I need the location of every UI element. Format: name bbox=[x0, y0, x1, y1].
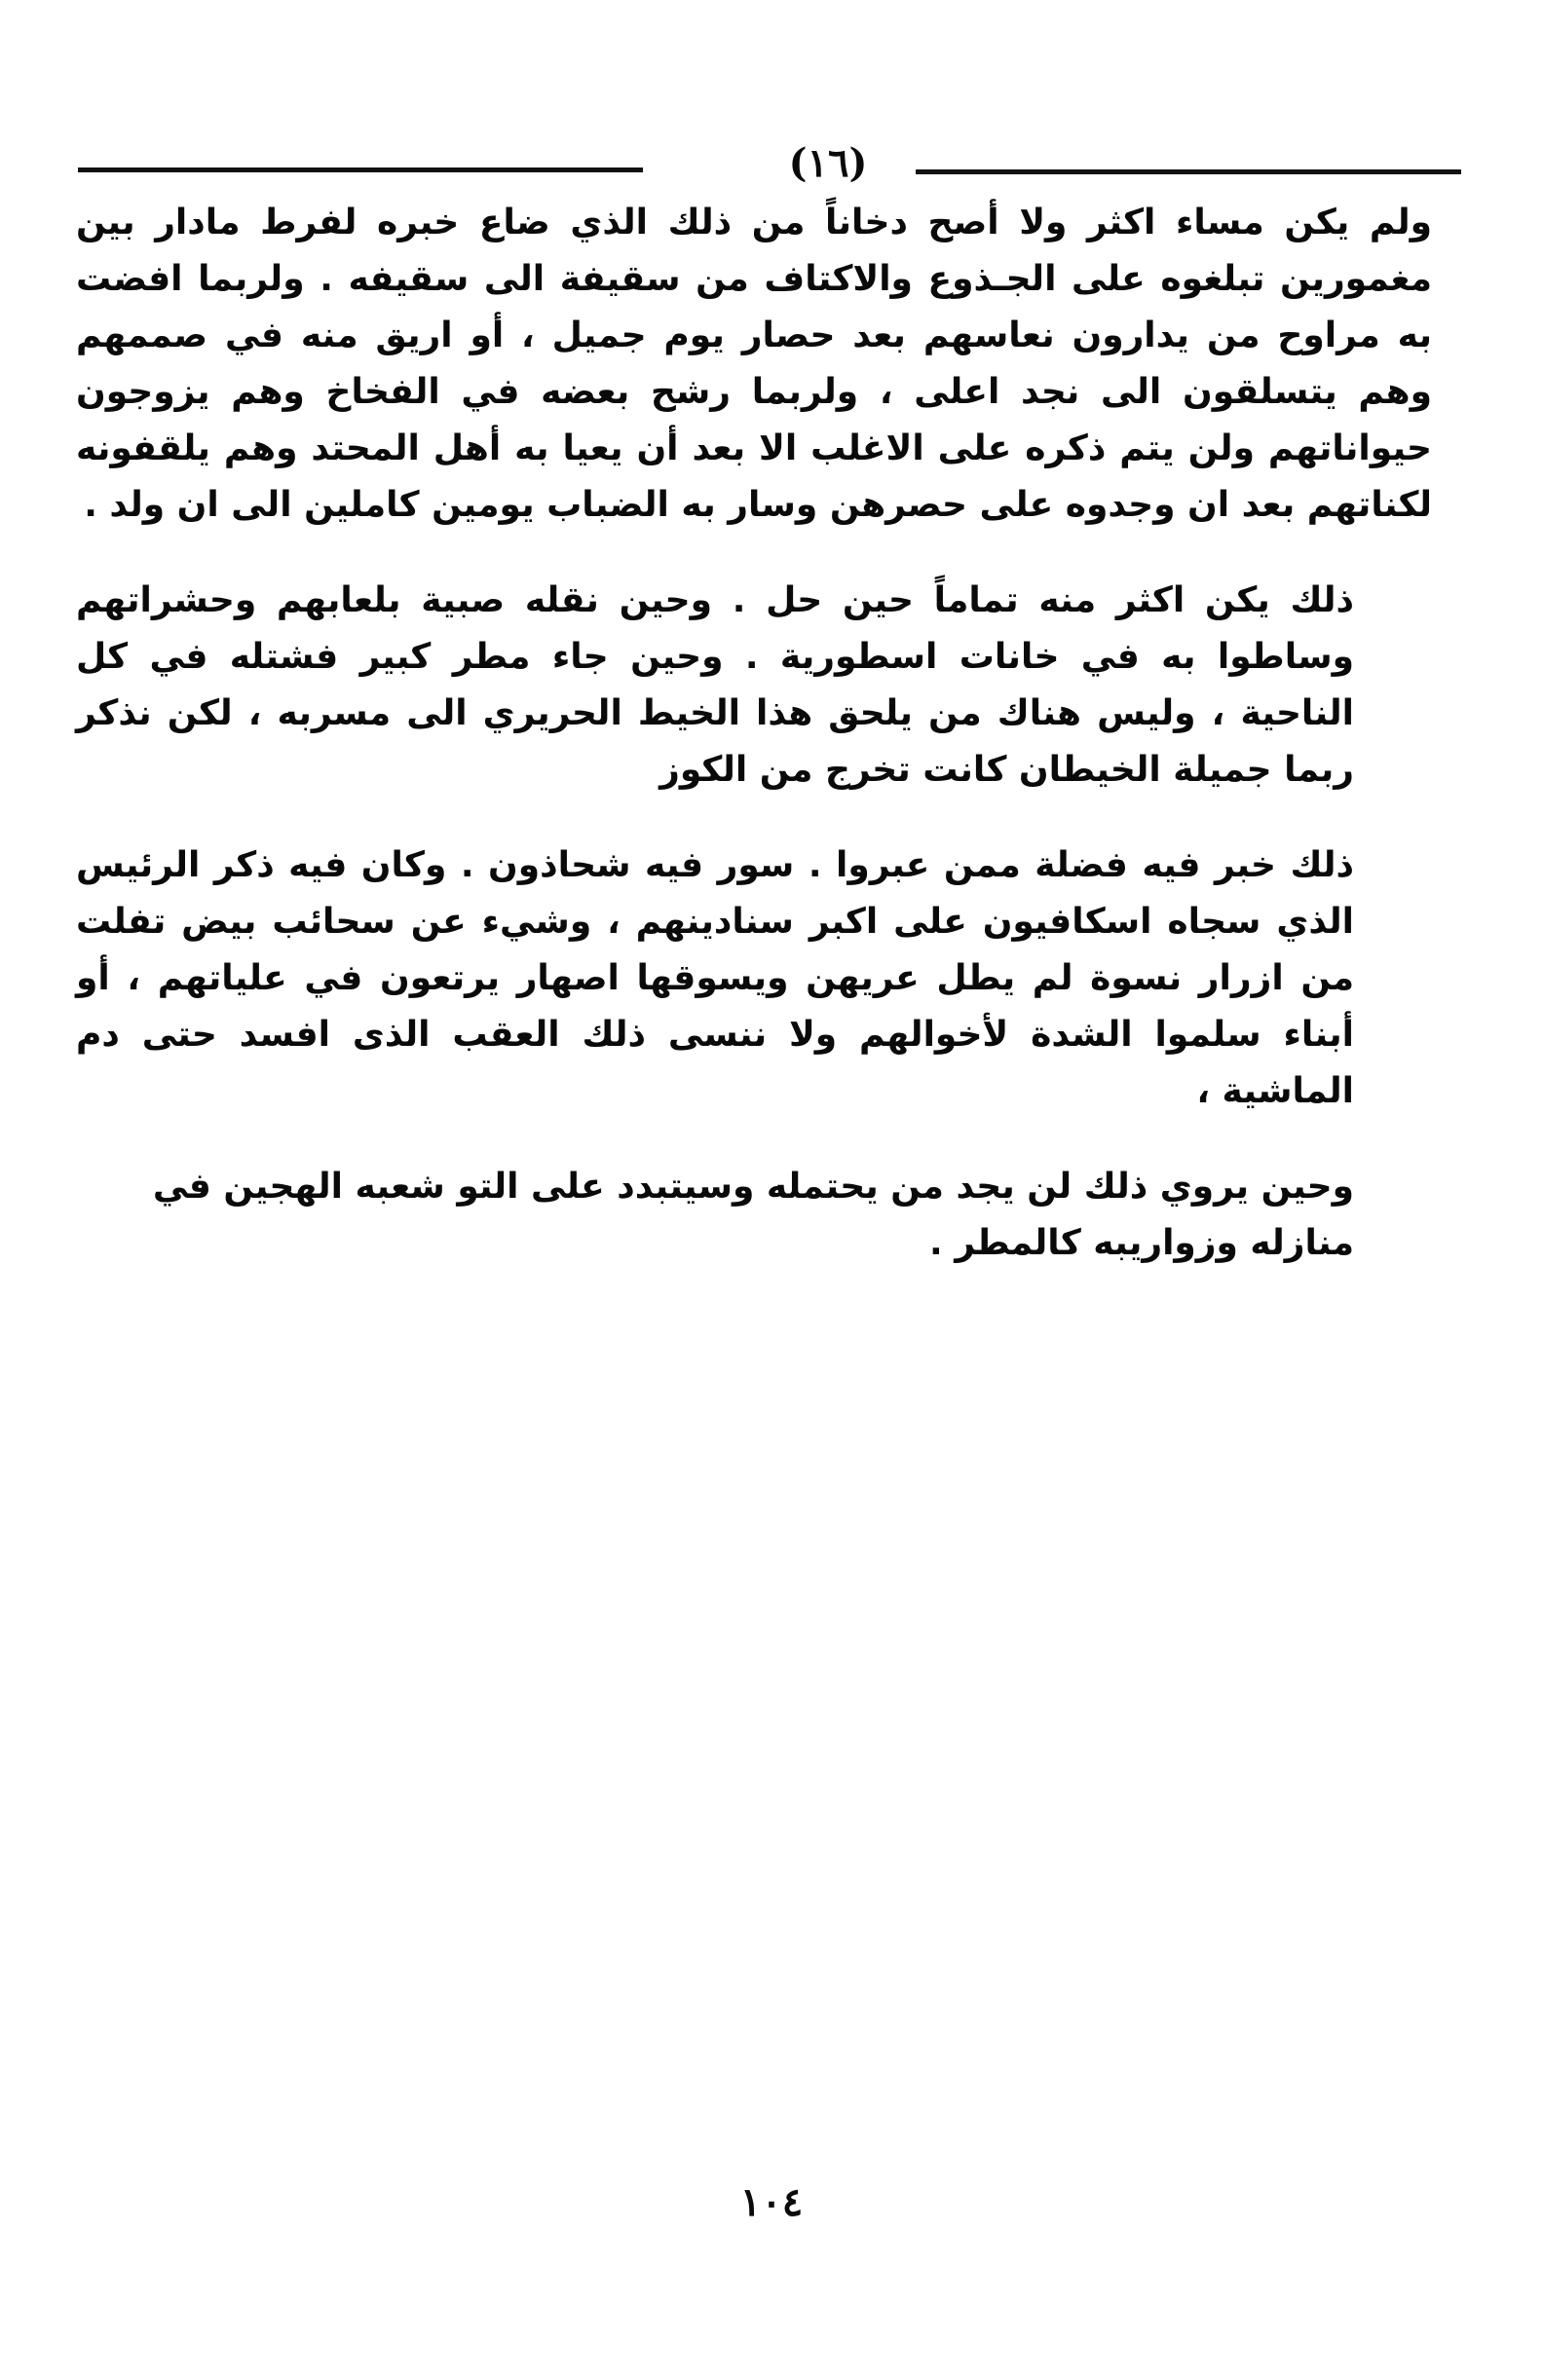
paragraph-2: ذلك يكن اكثر منه تماماً حين حل . وحين نقله صبية بلعابهم وحشراتهم وساطوا به في خانات اسطورية . وحين جاء مطر كبير فشتله في كل الناحية ، وليس هناك من يلحق هذا الخيط الحريري الى مسربه ، لكن نذكر ربما جميلة الخيطان كانت تخرج من الكوز bbox=[76, 580, 1354, 790]
body-text bbox=[76, 195, 1432, 1311]
header-rule-left bbox=[78, 167, 643, 172]
page-number: ١٠٤ bbox=[739, 2179, 804, 2225]
paragraph-1: ولم يكن مساء اكثر ولا أصح دخاناً من ذلك الذي ضاع خبره لفرط مادار بين مغمورين تبلغوه على الجـذوع والاكتاف من سقيفة الى سقيفه . ولربما افضت به مراوح من يدارون نعاسهم بعد حصار يوم جميل ، أو اريق منه في صممهم وهم يتسلقون الى نجد اعلى ، ولربما رشح بعضه في الفخاخ وهم يزوجون حيواناتهم ولن يتم ذكره على الاغلب الا بعد أن يعيا به أهل المحتد وهم يلقفونه لكناتهم بعد ان وجدوه على حصرهن وسار به الضباب يومين كاملين الى ان ولد . bbox=[76, 203, 1432, 525]
paragraph-3: ذلك خبر فيه فضلة ممن عبروا . سور فيه شحاذون . وكان فيه ذكر الرئيس الذي سجاه اسكافيون على اكبر سنادينهم ، وشيء عن سحائب بيض تفلت من ازرار نسوة لم يطل عريهن ويسوقها اصهار يرتعون في علياتهم ، أو أبناء سلموا الشدة لأخوالهم ولا ننسى ذلك العقب الذى افسد حتى دم الماشية ، bbox=[76, 845, 1354, 1111]
paragraph-4: وحين يروي ذلك لن يجد من يحتمله وسيتبدد على التو شعبه الهجين في منازله وزواريبه كالمطر . bbox=[152, 1167, 1354, 1263]
page-header bbox=[78, 136, 1461, 195]
chapter-number: (١٦) bbox=[788, 140, 868, 186]
header-rule-right bbox=[916, 169, 1461, 174]
